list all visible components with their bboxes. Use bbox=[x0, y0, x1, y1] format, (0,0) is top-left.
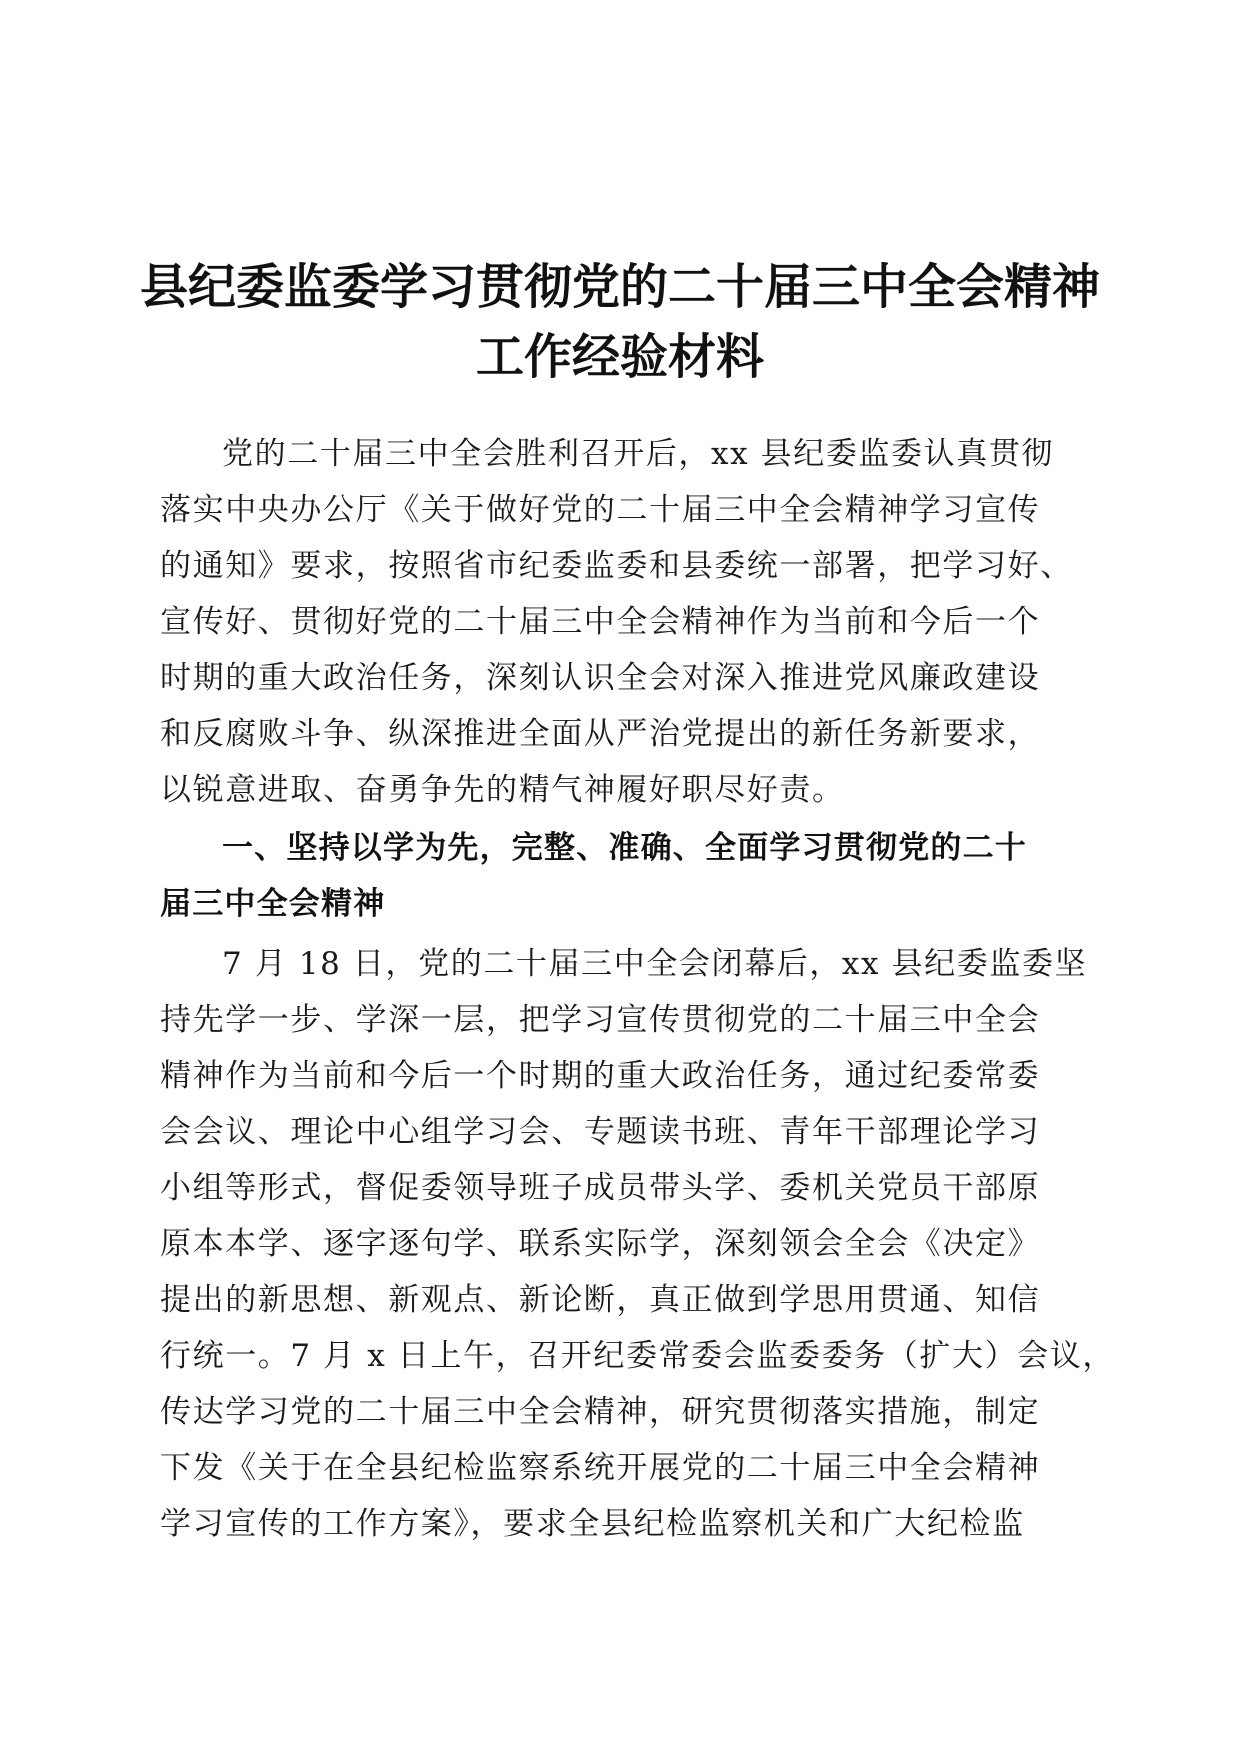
section-1-heading-line-1: 一、坚持以学为先，完整、准确、全面学习贯彻党的二十 bbox=[222, 830, 1027, 866]
section-1-line-11: 学习宣传的工作方案》，要求全县纪检监察机关和广大纪检监 bbox=[160, 1506, 1025, 1542]
intro-line-6: 和反腐败斗争、纵深推进全面从严治党提出的新任务新要求， bbox=[160, 716, 1041, 752]
document-title-line-1: 县纪委监委学习贯彻党的二十届三中全会精神 bbox=[139, 259, 1100, 315]
document-title-line-2: 工作经验材料 bbox=[475, 329, 764, 385]
intro-line-4: 宣传好、贯彻好党的二十届三中全会精神作为当前和今后一个 bbox=[160, 604, 1041, 640]
section-1-line-6: 原本本学、逐字逐句学、联系实际学，深刻领会全会《决定》 bbox=[160, 1226, 1041, 1262]
intro-line-2: 落实中央办公厅《关于做好党的二十届三中全会精神学习宣传 bbox=[160, 492, 1041, 528]
section-1-line-1: 7 月 18 日，党的二十届三中全会闭幕后，xx 县纪委监委坚 bbox=[222, 946, 1088, 982]
section-1-line-9: 传达学习党的二十届三中全会精神，研究贯彻落实措施，制定 bbox=[160, 1394, 1041, 1430]
section-1-line-4: 会会议、理论中心组学习会、专题读书班、青年干部理论学习 bbox=[160, 1114, 1041, 1150]
section-1-line-3: 精神作为当前和今后一个时期的重大政治任务，通过纪委常委 bbox=[160, 1058, 1041, 1094]
intro-line-7: 以锐意进取、奋勇争先的精气神履好职尽好责。 bbox=[160, 772, 845, 808]
intro-line-1: 党的二十届三中全会胜利召开后，xx 县纪委监委认真贯彻 bbox=[222, 436, 1055, 472]
section-1-line-10: 下发《关于在全县纪检监察系统开展党的二十届三中全会精神 bbox=[160, 1450, 1041, 1486]
section-1-line-7: 提出的新思想、新观点、新论断，真正做到学思用贯通、知信 bbox=[160, 1282, 1041, 1318]
intro-line-5: 时期的重大政治任务，深刻认识全会对深入推进党风廉政建设 bbox=[160, 660, 1041, 696]
section-1-heading-line-2: 届三中全会精神 bbox=[160, 886, 386, 922]
section-1-line-2: 持先学一步、学深一层，把学习宣传贯彻党的二十届三中全会 bbox=[160, 1002, 1041, 1038]
intro-line-3: 的通知》要求，按照省市纪委监委和县委统一部署，把学习好、 bbox=[160, 548, 1073, 584]
section-1-line-8: 行统一。7 月 x 日上午，召开纪委常委会监委委务（扩大）会议， bbox=[160, 1338, 1115, 1374]
section-1-line-5: 小组等形式，督促委领导班子成员带头学、委机关党员干部原 bbox=[160, 1170, 1041, 1206]
